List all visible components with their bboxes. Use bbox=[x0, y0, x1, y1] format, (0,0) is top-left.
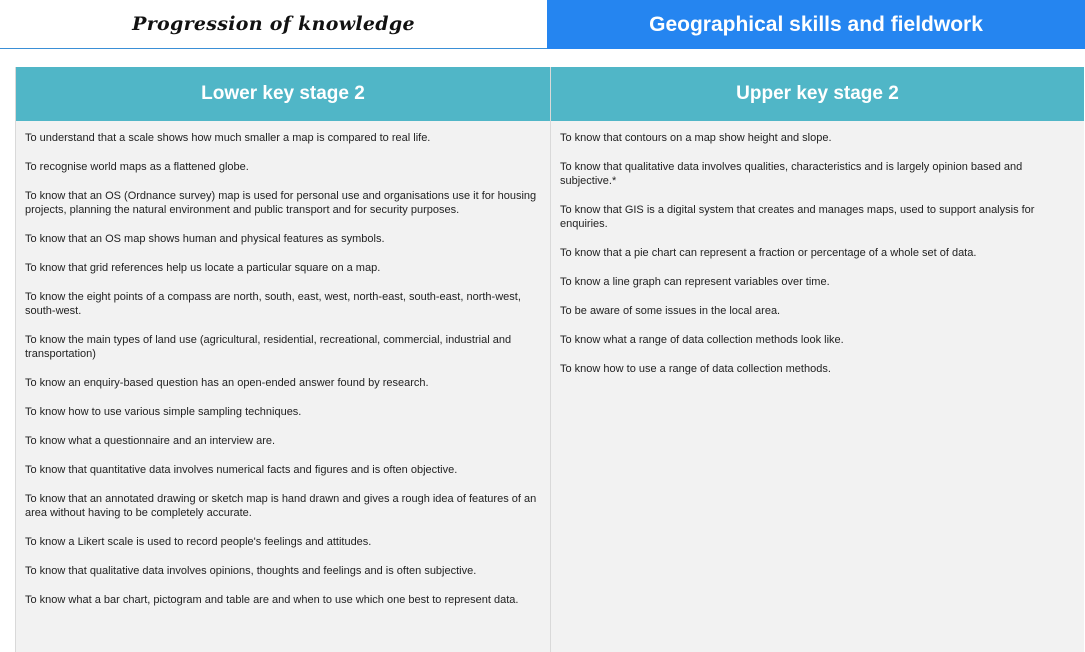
list-item: To know how to use a range of data collection methods. bbox=[560, 363, 831, 375]
list-item: To know that contours on a map show height and slope. bbox=[560, 132, 832, 144]
section-title: Geographical skills and fieldwork bbox=[649, 12, 983, 36]
column-upper-key-stage-2 bbox=[551, 67, 1084, 652]
column-header bbox=[16, 67, 550, 121]
list-item: To know that an OS (Ordnance survey) map is used for personal use and organisations use it for housing projects, planning the natural environment and public transport and for security purposes. bbox=[25, 190, 537, 216]
list-item: To know that GIS is a digital system that creates and manages maps, used to support analysis for enquiries. bbox=[560, 204, 1035, 230]
list-item: To understand that a scale shows how much smaller a map is compared to real life. bbox=[25, 132, 431, 144]
list-item: To know a Likert scale is used to record people's feelings and attitudes. bbox=[25, 536, 372, 548]
list-item: To know that an OS map shows human and physical features as symbols. bbox=[25, 233, 385, 245]
top-header bbox=[0, 0, 1085, 49]
list-item: To know how to use various simple sampling techniques. bbox=[25, 406, 302, 418]
list-item: To know what a questionnaire and an interview are. bbox=[25, 435, 276, 447]
list-item: To know that quantitative data involves numerical facts and figures and is often objective. bbox=[25, 464, 458, 476]
list-item: To know an enquiry-based question has an open-ended answer found by research. bbox=[25, 377, 429, 389]
list-item: To be aware of some issues in the local area. bbox=[560, 305, 781, 317]
knowledge-table bbox=[15, 67, 1084, 652]
column-heading: Lower key stage 2 bbox=[201, 83, 365, 104]
list-item: To recognise world maps as a flattened globe. bbox=[25, 161, 249, 173]
list-item: To know that qualitative data involves qualities, characteristics and is largely opinion based and subjective.* bbox=[560, 161, 1023, 187]
list-item: To know the main types of land use (agricultural, residential, recreational, commercial, industrial and transportation) bbox=[25, 334, 512, 360]
list-item: To know the eight points of a compass are north, south, east, west, north-east, south-east, north-west, south-west. bbox=[25, 291, 521, 317]
list-item: To know that an annotated drawing or sketch map is hand drawn and gives a rough idea of features of an area without having to be completely accurate. bbox=[25, 493, 537, 519]
column-body bbox=[551, 121, 1084, 652]
progression-title: Progression of knowledge bbox=[132, 13, 415, 35]
list-item: To know that grid references help us locate a particular square on a map. bbox=[25, 262, 381, 274]
list-item: To know what a range of data collection methods look like. bbox=[560, 334, 844, 346]
tab-progression-of-knowledge[interactable] bbox=[0, 0, 547, 49]
tab-geographical-skills[interactable] bbox=[547, 0, 1085, 49]
column-body bbox=[16, 121, 550, 652]
list-item: To know that a pie chart can represent a fraction or percentage of a whole set of data. bbox=[560, 247, 977, 259]
list-item: To know that qualitative data involves opinions, thoughts and feelings and is often subjective. bbox=[25, 565, 477, 577]
column-lower-key-stage-2 bbox=[16, 67, 551, 652]
list-item: To know a line graph can represent variables over time. bbox=[560, 276, 830, 288]
column-header bbox=[551, 67, 1084, 121]
list-item: To know what a bar chart, pictogram and table are and when to use which one best to represent data. bbox=[25, 594, 519, 606]
column-heading: Upper key stage 2 bbox=[736, 83, 899, 104]
